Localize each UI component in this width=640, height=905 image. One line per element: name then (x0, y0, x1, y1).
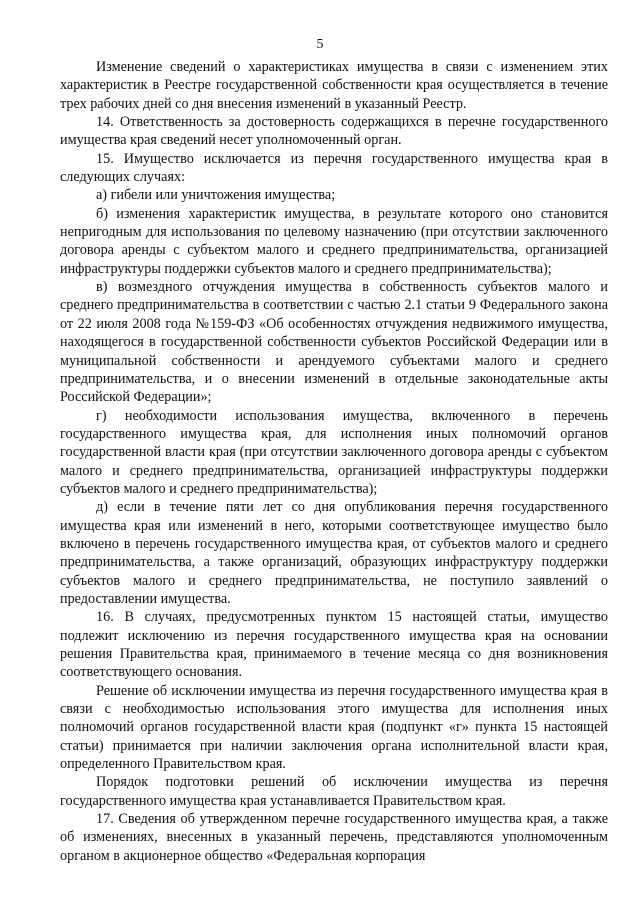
paragraph-subitem-b: б) изменения характеристик имущества, в результате которого оно становится непригодным для использования по целевому назначению (при отсутствии заключенного договора аренды с субъектом малого и среднего предпринимательства, организацией инфраструктуры поддержки субъектов малого и среднего предпринимательства); (60, 205, 608, 277)
paragraph-change-info: Изменение сведений о характеристиках имущества в связи с изменением этих характеристик в Реестре государственной собственности края осуществляется в течение трех рабочих дней со дня внесения изменений в указанный Реестр. (60, 59, 608, 112)
page-number: 5 (316, 37, 324, 52)
paragraph-exclusion-decision: Решение об исключении имущества из перечня государственного имущества края в связи с необходимостью использования этого имущества для исполнения иных полномочий органов государственной власти края (подпункт «г» пункта 15 настоящей статьи) принимается при наличии заключения органа исполнительной власти края, определенного Правительством края. (60, 682, 608, 773)
paragraph-subitem-d: д) если в течение пяти лет со дня опубликования перечня государственного имущества края или изменений в него, которыми соответствующее имущество было включено в перечень государственного имущества края, от субъектов малого и среднего предпринимательства, а также организаций, образующих инфраструктуру поддержки субъектов малого и среднего предпринимательства, не поступило заявлений о предоставлении имущества. (60, 499, 608, 607)
paragraph-item-14: 14. Ответственность за достоверность содержащихся в перечне государственного имущества края сведений несет уполномоченный орган. (60, 114, 608, 149)
paragraph-preparation-procedure: Порядок подготовки решений об исключении имущества из перечня государственного имущества края устанавливается Правительством края. (60, 774, 608, 809)
paragraph-subitem-v: в) возмездного отчуждения имущества в собственность субъектов малого и среднего предпринимательства в соответствии с частью 2.1 статьи 9 Федерального закона от 22 июля 2008 года №159-ФЗ «Об особенностях отчуждения недвижимого имущества, находящегося в государственной собственности субъектов Российской Федерации или в муниципальной собственности и арендуемого субъектами малого и среднего предпринимательства, и о внесении изменений в отдельные законодательные акты Российской Федерации»; (60, 279, 608, 406)
paragraph-subitem-g: г) необходимости использования имущества, включенного в перечень государственного имущества края, для исполнения иных полномочий органов государственной власти края (при отсутствии заключенного договора аренды с субъектом малого и среднего предпринимательства, организацией инфраструктуры поддержки субъектов малого и среднего предпринимательства); (60, 407, 608, 497)
paragraph-item-16: 16. В случаях, предусмотренных пунктом 15 настоящей статьи, имущество подлежит исключению из перечня государственного имущества края на основании решения Правительства края, принимаемого в течение месяца со дня возникновения соответствующего основания. (60, 609, 608, 681)
paragraph-item-17: 17. Сведения об утвержденном перечне государственного имущества края, а также об изменениях, внесенных в указанный перечень, представляются уполномоченным органом в акционерное общество «Федеральная корпорация (60, 811, 608, 864)
paragraph-item-15: 15. Имущество исключается из перечня государственного имущества края в следующих случаях: (60, 150, 608, 186)
paragraph-subitem-a: а) гибели или уничтожения имущества; (96, 187, 336, 204)
document-body (60, 58, 608, 865)
